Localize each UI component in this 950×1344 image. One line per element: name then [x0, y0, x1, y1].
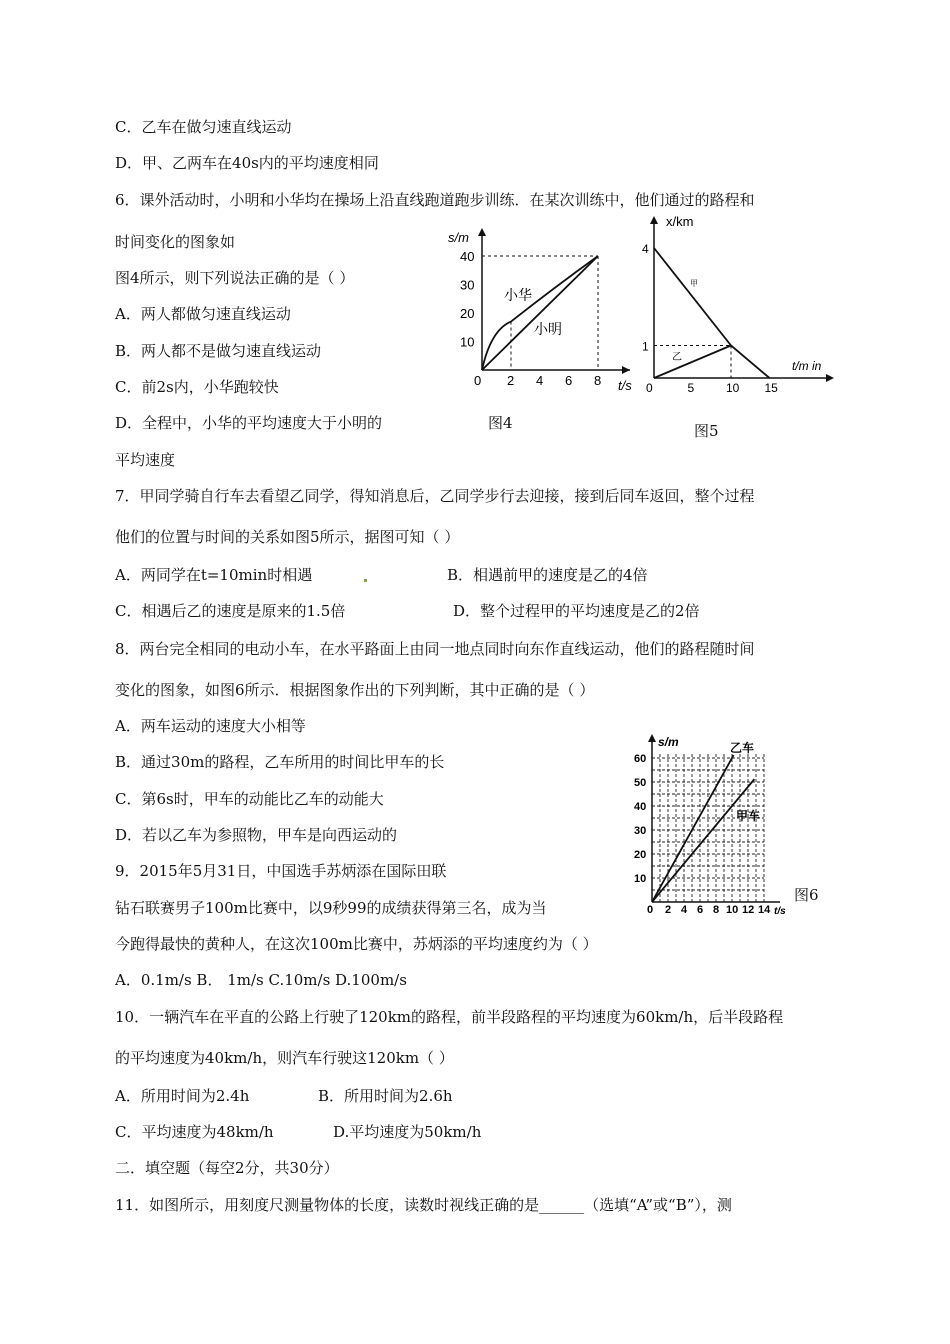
fig5-origin: 0 [646, 381, 653, 395]
fig5-xtick: 5 [687, 381, 695, 395]
fig5-xtick: 10 [726, 381, 740, 395]
q7-stem-2: 他们的位置与时间的关系如图5所示，据图可知（ ） [115, 528, 460, 546]
fig6-xtick: 4 [681, 904, 688, 916]
q6-option-d: D．全程中，小华的平均速度大于小明的 [115, 414, 383, 432]
q6-option-d-2: 平均速度 [115, 451, 176, 469]
fig6-line-yiche [652, 755, 734, 902]
q10-option-c: C．平均速度为48km/h [115, 1123, 274, 1141]
fig6-label-yiche: 乙车 [730, 741, 755, 755]
fig4-label-xiaohua: 小华 [504, 287, 532, 303]
q9-stem: 9．2015年5月31日，中国选手苏炳添在国际田联 [115, 862, 447, 880]
fig4-xtick: 8 [594, 373, 602, 388]
q8-option-b: B．通过30m的路程，乙车所用的时间比甲车的长 [115, 753, 445, 771]
q7-option-b: B．相遇前甲的速度是乙的4倍 [447, 566, 648, 584]
fig4-ytick: 30 [460, 277, 475, 293]
q10-option-a: A．所用时间为2.4h [115, 1087, 250, 1105]
fig4-xlabel: t/s [618, 378, 632, 393]
fig5-ytick: 4 [642, 242, 649, 256]
fig4-xtick: 6 [565, 373, 573, 388]
fig6-ylabel: s/m [658, 735, 679, 749]
fig6-ytick: 60 [634, 753, 647, 765]
q10-option-b: B．所用时间为2.6h [318, 1087, 453, 1105]
q8-stem-2: 变化的图象，如图6所示．根据图象作出的下列判断，其中正确的是（ ） [115, 681, 595, 699]
fig6-ytick: 40 [634, 801, 647, 813]
fig5-ylabel: x/km [666, 214, 694, 229]
q8-option-c: C．第6s时，甲车的动能比乙车的动能大 [115, 790, 384, 808]
fig4-xtick: 4 [536, 373, 544, 388]
fig6-ytick: 10 [634, 873, 647, 885]
fig4-caption: 图4 [488, 414, 513, 432]
q9-options: A．0.1m/s B． 1m/s C.10m/s D.100m/s [115, 971, 407, 989]
fig6-xtick: 10 [726, 904, 739, 916]
q7-option-d: D．整个过程甲的平均速度是乙的2倍 [453, 602, 700, 620]
fig6-ytick: 30 [634, 825, 647, 837]
q6-stem-2: 时间变化的图象如 [115, 233, 236, 251]
q6-stem: 6．课外活动时，小明和小华均在操场上沿直线跑道跑步训练．在某次训练中，他们通过的路程和 [115, 191, 755, 209]
fig6-label-jiache: 甲车 [736, 809, 761, 823]
fig6-xlabel: t/s [774, 906, 786, 917]
q7-stem: 7．甲同学骑自行车去看望乙同学，得知消息后，乙同学步行去迎接，接到后同车返回，整个过程 [115, 487, 755, 505]
fig6-line-jiache [652, 779, 754, 902]
fig4-line-xiaoming [482, 256, 598, 370]
figure-5 [632, 210, 842, 400]
q10-stem: 10．一辆汽车在平直的公路上行驶了120km的路程，前半段路程的平均速度为60km/h，后半段路程 [115, 1008, 784, 1026]
q5-option-d: D．甲、乙两车在40s内的平均速度相同 [115, 154, 379, 172]
fig4-ylabel: s/m [448, 230, 469, 245]
fig5-xlabel: t/m in [792, 359, 822, 373]
fig6-xtick: 6 [697, 904, 704, 916]
fig6-xtick: 2 [665, 904, 672, 916]
q6-option-b: B．两人都不是做匀速直线运动 [115, 342, 322, 360]
fig4-ytick: 20 [460, 306, 475, 321]
q6-option-a: A．两人都做匀速直线运动 [115, 305, 291, 323]
q8-option-d: D．若以乙车为参照物，甲车是向西运动的 [115, 826, 398, 844]
fig5-line-yi [654, 346, 731, 379]
fig6-caption: 图6 [794, 886, 819, 904]
figure-4 [440, 222, 640, 397]
fig6-xtick: 14 [758, 904, 771, 916]
q7-option-c: C．相遇后乙的速度是原来的1.5倍 [115, 602, 346, 620]
fig4-ytick: 10 [460, 334, 475, 350]
q10-stem-2: 的平均速度为40km/h，则汽车行驶这120km（ ） [115, 1049, 454, 1067]
fig4-origin: 0 [474, 373, 482, 388]
q8-stem: 8．两台完全相同的电动小车，在水平路面上由同一地点同时向东作直线运动，他们的路程随时间 [115, 640, 755, 658]
section-2-heading: 二．填空题（每空2分，共30分） [115, 1159, 339, 1177]
q9-stem-2: 钻石联赛男子100m比赛中，以9秒99的成绩获得第三名，成为当 [115, 899, 547, 917]
fig5-label-jia: 甲 [690, 279, 698, 288]
q7-option-a: A．两同学在t=10min时相遇 [115, 566, 313, 584]
q6-stem-3: 图4所示，则下列说法正确的是（ ） [115, 269, 355, 287]
fig4-xtick: 2 [507, 373, 515, 388]
q6-option-c: C．前2s内，小华跑较快 [115, 378, 279, 396]
figure-6 [630, 730, 800, 920]
q8-option-a: A．两车运动的速度大小相等 [115, 717, 306, 735]
fig6-y-arrow [648, 734, 656, 742]
fig4-label-xiaoming: 小明 [534, 321, 562, 337]
fig5-ytick: 1 [642, 339, 649, 354]
q9-stem-3: 今跑得最快的黄种人，在这次100m比赛中，苏炳添的平均速度约为（ ） [115, 935, 598, 953]
fig5-x-arrow [826, 374, 834, 382]
dot-mark [364, 579, 367, 582]
fig4-ytick: 40 [460, 249, 475, 264]
fig5-y-arrow [650, 216, 658, 224]
fig5-label-yi: 乙 [672, 352, 682, 363]
fig4-y-arrow [478, 228, 486, 236]
q11-stem: 11．如图所示，用刻度尺测量物体的长度，读数时视线正确的是______（选填“A”或“B”），测 [115, 1196, 732, 1214]
fig6-origin: 0 [647, 904, 654, 916]
fig6-ytick: 50 [634, 777, 647, 789]
fig5-xtick: 15 [764, 381, 778, 395]
fig5-caption: 图5 [694, 422, 719, 440]
fig4-x-arrow [622, 366, 630, 374]
q5-option-c: C．乙车在做匀速直线运动 [115, 118, 292, 136]
fig6-ytick: 20 [634, 849, 647, 861]
q10-option-d: D.平均速度为50km/h [333, 1123, 482, 1141]
fig6-xtick: 8 [713, 904, 720, 916]
fig6-xtick: 12 [742, 904, 755, 916]
